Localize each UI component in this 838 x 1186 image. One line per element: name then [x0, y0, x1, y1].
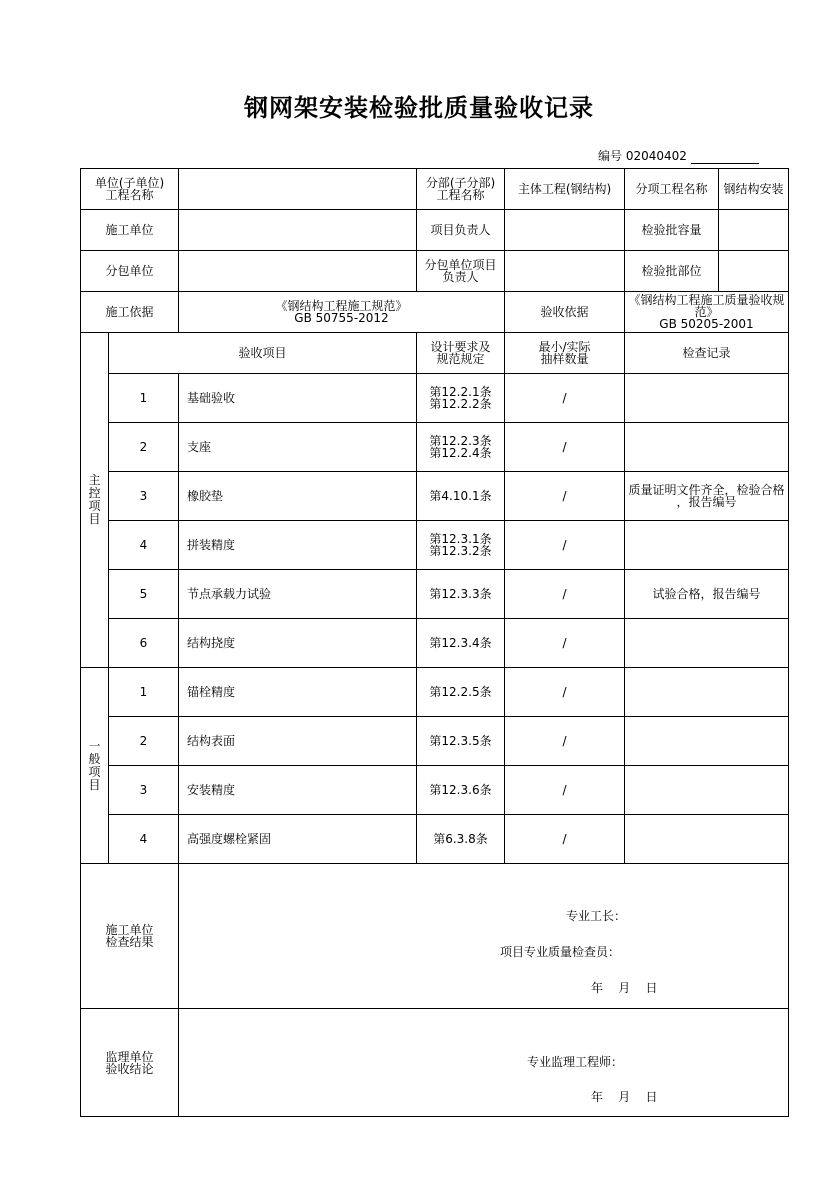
gen-row-4-item: 高强度螺栓紧固	[179, 815, 417, 864]
page-title: 钢网架安装检验批质量验收记录	[244, 94, 594, 122]
mc-row-3-record[interactable]: 质量证明文件齐全，检验合格 ，报告编号	[625, 472, 789, 521]
gen-row-1-spec: 第12.2.5条	[417, 668, 505, 717]
sub-leader-value[interactable]	[505, 251, 625, 292]
form-number-line	[691, 150, 759, 164]
mc-row-1-record[interactable]	[625, 374, 789, 423]
gen-row-3-spec: 第12.3.6条	[417, 766, 505, 815]
form-number	[598, 147, 759, 164]
mc-row-5-item: 节点承载力试验	[179, 570, 417, 619]
gen-row-2-item: 结构表面	[179, 717, 417, 766]
mc-row-1-sample[interactable]: /	[505, 374, 625, 423]
gen-row-1-record[interactable]	[625, 668, 789, 717]
gen-row-4-sample[interactable]: /	[505, 815, 625, 864]
mc-row-4-record[interactable]	[625, 521, 789, 570]
form-number-text: 编号 02040402	[598, 149, 687, 163]
mc-row-3-spec: 第4.10.1条	[417, 472, 505, 521]
subcontractor-value[interactable]	[179, 251, 417, 292]
mc-row-3-item: 橡胶垫	[179, 472, 417, 521]
mc-row-4-no: 4	[109, 521, 179, 570]
mc-row-4-sample[interactable]: /	[505, 521, 625, 570]
supervision-area[interactable]	[179, 1009, 789, 1117]
mc-row-6-sample[interactable]: /	[505, 619, 625, 668]
batch-location-label: 检验批部位	[625, 251, 719, 292]
acceptance-basis-label: 验收依据	[505, 292, 625, 333]
mc-row-2-sample[interactable]: /	[505, 423, 625, 472]
mc-row-2-spec: 第12.2.3条 第12.2.4条	[417, 423, 505, 472]
mc-row-1-item: 基础验收	[179, 374, 417, 423]
mc-row-6-record[interactable]	[625, 619, 789, 668]
construction-check-area[interactable]	[179, 864, 789, 1009]
gen-row-2-no: 2	[109, 717, 179, 766]
mc-row-5-no: 5	[109, 570, 179, 619]
gen-row-2-sample[interactable]: /	[505, 717, 625, 766]
col-record-header: 检查记录	[625, 333, 789, 374]
project-leader-label: 项目负责人	[417, 210, 505, 251]
mc-row-3-sample[interactable]: /	[505, 472, 625, 521]
gen-row-4-no: 4	[109, 815, 179, 864]
subitem-name-value[interactable]: 钢结构安装	[719, 169, 789, 210]
construction-basis-label: 施工依据	[81, 292, 179, 333]
mc-row-1-no: 1	[109, 374, 179, 423]
unit-project-name-label: 单位(子单位) 工程名称	[81, 169, 179, 210]
general-label	[81, 668, 109, 864]
acceptance-basis-value: 《钢结构工程施工质量验收规范》 GB 50205-2001	[625, 292, 789, 333]
construction-unit-label: 施工单位	[81, 210, 179, 251]
mc-row-5-sample[interactable]: /	[505, 570, 625, 619]
gen-row-2-record[interactable]	[625, 717, 789, 766]
gen-row-3-sample[interactable]: /	[505, 766, 625, 815]
project-leader-value[interactable]	[505, 210, 625, 251]
mc-row-5-spec: 第12.3.3条	[417, 570, 505, 619]
construction-check-label: 施工单位 检查结果	[81, 864, 179, 1009]
gen-row-4-record[interactable]	[625, 815, 789, 864]
unit-project-name-value[interactable]	[179, 169, 417, 210]
batch-capacity-label: 检验批容量	[625, 210, 719, 251]
mc-row-6-no: 6	[109, 619, 179, 668]
mc-row-6-item: 结构挠度	[179, 619, 417, 668]
mc-row-2-record[interactable]	[625, 423, 789, 472]
mc-row-4-spec: 第12.3.1条 第12.3.2条	[417, 521, 505, 570]
gen-row-1-item: 锚栓精度	[179, 668, 417, 717]
subcontractor-label: 分包单位	[81, 251, 179, 292]
foreman-label: 专业工长：	[566, 909, 627, 923]
gen-row-1-sample[interactable]: /	[505, 668, 625, 717]
general-label-text: 一般项目	[88, 738, 101, 792]
gen-row-2-spec: 第12.3.5条	[417, 717, 505, 766]
mc-row-2-no: 2	[109, 423, 179, 472]
col-sample-header: 最小/实际 抽样数量	[505, 333, 625, 374]
gen-row-1-no: 1	[109, 668, 179, 717]
main-control-label-text: 主控项目	[88, 473, 101, 526]
construction-basis-value: 《钢结构工程施工规范》 GB 50755-2012	[179, 292, 505, 333]
mc-row-3-no: 3	[109, 472, 179, 521]
division-name-value[interactable]: 主体工程(钢结构)	[505, 169, 625, 210]
construction-date-label: 年 月 日	[591, 981, 658, 995]
gen-row-3-item: 安装精度	[179, 766, 417, 815]
gen-row-3-no: 3	[109, 766, 179, 815]
division-name-label: 分部(子分部) 工程名称	[417, 169, 505, 210]
mc-row-2-item: 支座	[179, 423, 417, 472]
supervision-date-label: 年 月 日	[591, 1090, 658, 1104]
supervision-label: 监理单位 验收结论	[81, 1009, 179, 1117]
sub-leader-label: 分包单位项目 负责人	[417, 251, 505, 292]
mc-row-6-spec: 第12.3.4条	[417, 619, 505, 668]
batch-capacity-value[interactable]	[719, 210, 789, 251]
col-item-header: 验收项目	[109, 333, 417, 374]
col-spec-header: 设计要求及 规范规定	[417, 333, 505, 374]
construction-unit-value[interactable]	[179, 210, 417, 251]
quality-inspector-label: 项目专业质量检查员：	[500, 945, 621, 959]
mc-row-5-record[interactable]: 试验合格，报告编号	[625, 570, 789, 619]
gen-row-3-record[interactable]	[625, 766, 789, 815]
mc-row-4-item: 拼装精度	[179, 521, 417, 570]
gen-row-4-spec: 第6.3.8条	[417, 815, 505, 864]
main-control-label	[81, 333, 109, 668]
mc-row-1-spec: 第12.2.1条 第12.2.2条	[417, 374, 505, 423]
batch-location-value[interactable]	[719, 251, 789, 292]
supervision-engineer-label: 专业监理工程师：	[527, 1055, 624, 1069]
subitem-name-label: 分项工程名称	[625, 169, 719, 210]
inspection-table	[80, 168, 789, 1117]
